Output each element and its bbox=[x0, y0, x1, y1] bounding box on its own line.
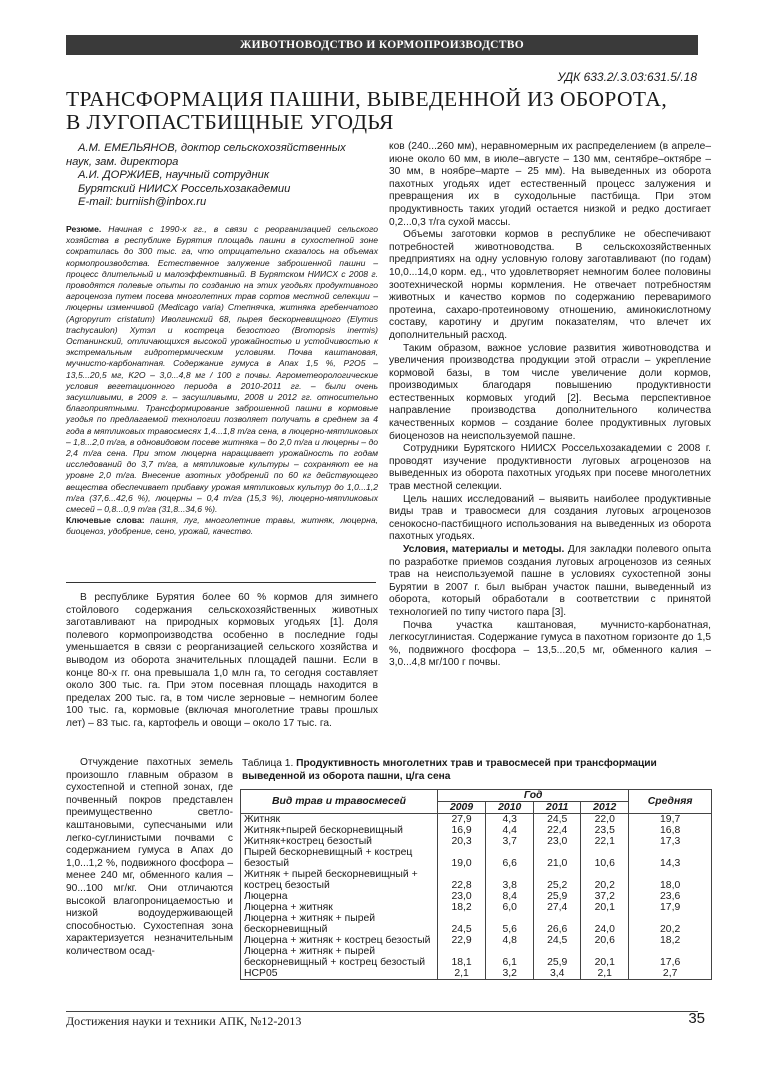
table-cell-species: Пырей бескорневищный + кострец безостый bbox=[241, 847, 438, 869]
methods-label: Условия, материалы и методы. bbox=[403, 544, 565, 555]
table-row bbox=[241, 935, 712, 946]
left-narrow-column bbox=[66, 757, 233, 959]
table-cell-value: 18,2 bbox=[629, 935, 712, 946]
table-cell-value: 23,0 bbox=[438, 891, 486, 902]
table-cell-value: 27,4 bbox=[534, 902, 581, 913]
table-cell-value: 3,2 bbox=[486, 968, 534, 980]
table-cell-value: 17,3 bbox=[629, 836, 712, 847]
table-cell-value: 3,7 bbox=[486, 836, 534, 847]
table-cell-value: 22,9 bbox=[438, 935, 486, 946]
table-cell-value: 22,0 bbox=[581, 814, 629, 826]
left-column bbox=[66, 592, 378, 731]
table-cell-species: Люцерна + житняк + пырей бескорневищный + кострец безостый bbox=[241, 946, 438, 968]
table-cell-value: 27,9 bbox=[438, 814, 486, 826]
table-cell-value: 17,6 bbox=[629, 946, 712, 968]
author-line: наук, зам. директора bbox=[66, 155, 179, 168]
col-header-year: Год bbox=[438, 790, 629, 802]
table-cell-value: 20,2 bbox=[581, 869, 629, 891]
section-banner: ЖИВОТНОВОДСТВО И КОРМОПРОИЗВОДСТВО bbox=[66, 35, 698, 55]
body-paragraph: Цель наших исследований – выявить наиболее продуктивные виды трав и травосмеси для создания луговых агроценозов сенокосно-пастбищного использования на выведенных из оборота пахотных угодьях. bbox=[389, 493, 711, 543]
body-paragraph: Объемы заготовки кормов в республике не обеспечивают потребностей животноводства. В сельскохозяйственных предприятиях на одну условную голову заготавливают (по годам) 10,0...14,0 корм. ед., что удовлетворяет немногим более половины зоотехнической нормы кормления. Не отвечает потребностям животных и качество кормов по содержанию переваримого протеина, сахаро-протеиновому отношению, аминокислотному составу, каротину и другим показателям, что влечет их дополнительный расход. bbox=[389, 229, 711, 341]
table-cell-value: 24,5 bbox=[534, 935, 581, 946]
table-cell-value: 20,1 bbox=[581, 902, 629, 913]
table-row bbox=[241, 946, 712, 968]
table-cell-value: 22,8 bbox=[438, 869, 486, 891]
authors-block bbox=[66, 142, 376, 210]
table-row bbox=[241, 825, 712, 836]
body-paragraph: Таким образом, важное условие развития животноводства и увеличения производства продукции этой отрасли – укрепление кормовой базы, в том числе увеличение доли кормов, производимых благодаря повышению продуктивности естественных кормовых угодий [2]. Весьма перспективное направление производства дополнительного количества качественных кормов – создание более продуктивных луговых биоценозов на неиспользуемой пашне. bbox=[389, 342, 711, 442]
body-paragraph: В республике Бурятия более 60 % кормов для зимнего стойлового содержания сельскохозяйственных животных заготавливают на природных кормовых угодьях [1]. Доля полевого кормопроизводства особенно в последние годы уменьшается в связи с реорганизацией сельского хозяйства и выводом из оборота значительных площадей пашни. Если в конце 80-х гг. она превышала 1,0 млн га, то сегодня составляет около 300 тыс. га. При этом посевная площадь находится в пределах 200 тыс. га, в том числе зерновые – немногим более 100 тыс. га, кормовые (включая многолетние травы прошлых лет) – 83 тыс. га, картофель и овощи – около 17 тыс. га. bbox=[66, 592, 378, 729]
table-cell-value: 22,4 bbox=[534, 825, 581, 836]
col-header-2010: 2010 bbox=[486, 802, 534, 814]
table-cell-value: 4,4 bbox=[486, 825, 534, 836]
table-cell-value: 20,6 bbox=[581, 935, 629, 946]
table-row bbox=[241, 814, 712, 826]
journal-footer: Достижения науки и техники АПК, №12-2013 bbox=[66, 1014, 302, 1028]
col-header-mean: Средняя bbox=[629, 790, 712, 814]
udk-code: УДК 633.2/.3.03:631.5/.18 bbox=[557, 70, 697, 84]
table-cell-value: 25,9 bbox=[534, 946, 581, 968]
page-number: 35 bbox=[688, 1010, 705, 1027]
author-line: E-mail: burniish@inbox.ru bbox=[78, 196, 207, 208]
table-cell-value: 21,0 bbox=[534, 847, 581, 869]
table-cell-value: 19,0 bbox=[438, 847, 486, 869]
col-header-species: Вид трав и травосмесей bbox=[241, 790, 438, 814]
table-row bbox=[241, 913, 712, 935]
table-cell-value: 10,6 bbox=[581, 847, 629, 869]
table-cell-species: Житняк+кострец безостый bbox=[241, 836, 438, 847]
table-cell-value: 3,4 bbox=[534, 968, 581, 980]
table-cell-value: 8,4 bbox=[486, 891, 534, 902]
body-paragraph: Отчуждение пахотных земель произошло главным образом в сухостепной и степной зонах, где почвенный покров представлен преимущественно светло-каштановыми, супесчаными или легко-суглинистыми почвами с содержанием гумуса в Апах до 1,0...1,2 %, подвижного фосфора – менее 240 мг, обменного калия – 90...100 мг/кг. Они отличаются высокой влагопроницаемостью и низкой водоудерживающей способностью. Сухостепная зона характеризуется незначительным количеством осад- bbox=[66, 757, 233, 957]
title-line-2: В ЛУГОПАСТБИЩНЫЕ УГОДЬЯ bbox=[66, 110, 394, 134]
author-line: Бурятский НИИСХ Россельхозакадемии bbox=[78, 182, 291, 195]
table-cell-value: 20,2 bbox=[629, 913, 712, 935]
table-cell-value: 25,2 bbox=[534, 869, 581, 891]
body-paragraph: ков (240...260 мм), неравномерным их распределением (в апреле–июне около 60 мм, в июле–августе – 130 мм, сентябре–октябре – 30 мм, в ноябре–марте – 25 мм). На выведенных из оборота пахотных угодьях идет естественный процесс залужения и превращения их в суходольные пастбища. При этом продуктивность таких угодий остается низкой и редко достигает 0,2...0,3 т/га сухой массы. bbox=[389, 141, 711, 228]
table-cell-value: 16,8 bbox=[629, 825, 712, 836]
keywords-text: пашня, луг, многолетние травы, житняк, люцерна, биоценоз, удобрение, сено, урожай, качество. bbox=[66, 515, 379, 537]
table-cell-species: Житняк bbox=[241, 814, 438, 826]
table-cell-value: 23,5 bbox=[581, 825, 629, 836]
table-cell-value: 4,8 bbox=[486, 935, 534, 946]
table-cell-value: 23,0 bbox=[534, 836, 581, 847]
table-row bbox=[241, 902, 712, 913]
table-caption-prefix: Таблица 1. bbox=[242, 758, 294, 769]
col-header-2012: 2012 bbox=[581, 802, 629, 814]
table-cell-value: 26,6 bbox=[534, 913, 581, 935]
table-row bbox=[241, 869, 712, 891]
table-cell-value: 25,9 bbox=[534, 891, 581, 902]
col-header-2009: 2009 bbox=[438, 802, 486, 814]
table-cell-value: 6,6 bbox=[486, 847, 534, 869]
table-cell-value: 3,8 bbox=[486, 869, 534, 891]
table-cell-value: 37,2 bbox=[581, 891, 629, 902]
body-paragraph: Для закладки полевого опыта по разработке приемов создания луговых агроценозов из сеяных трав на неиспользуемой пашне в условиях сухостепной зоны Бурятии в 2007 г. был выбран участок пашни, выведенный из оборота, который обработали в соответствии с принятой технологией по типу чистого пара [3]. bbox=[389, 544, 711, 618]
table-cell-value: 14,3 bbox=[629, 847, 712, 869]
table-caption bbox=[242, 758, 712, 783]
title-line-1: ТРАНСФОРМАЦИЯ ПАШНИ, ВЫВЕДЕННОЙ ИЗ ОБОРОТА, bbox=[66, 87, 668, 111]
table-cell-value: 18,0 bbox=[629, 869, 712, 891]
abstract-block bbox=[66, 224, 378, 538]
table-cell-value: 19,7 bbox=[629, 814, 712, 826]
keywords-label: Ключевые слова: bbox=[66, 515, 145, 526]
table-cell-species: Житняк + пырей бескорневищный + кострец безостый bbox=[241, 869, 438, 891]
col-header-2011: 2011 bbox=[534, 802, 581, 814]
data-table bbox=[240, 789, 712, 980]
table-cell-value: 4,3 bbox=[486, 814, 534, 826]
table-cell-species: Люцерна + житняк + кострец безостый bbox=[241, 935, 438, 946]
table-cell-value: 22,1 bbox=[581, 836, 629, 847]
article-title bbox=[66, 88, 706, 134]
author-line: А.И. ДОРЖИЕВ, научный сотрудник bbox=[78, 169, 270, 181]
table-cell-value: 6,0 bbox=[486, 902, 534, 913]
table-cell-value: 18,2 bbox=[438, 902, 486, 913]
table-cell-value: 5,6 bbox=[486, 913, 534, 935]
table-cell-value: 24,5 bbox=[534, 814, 581, 826]
table-cell-value: 20,1 bbox=[581, 946, 629, 968]
table-cell-value: 2,1 bbox=[581, 968, 629, 980]
table-cell-value: 6,1 bbox=[486, 946, 534, 968]
abstract-text: Начиная с 1990-х гг., в связи с реорганизацией сельского хозяйства в республике Бурятия площадь пашни в сухостепной зоне сократилась до 300 тыс. га, что отрицательно сказалось на объемах кормопроизводства. Естественное залужение заброшенной пашни – процесс длительный и малоэффективный. В Бурятском НИИСХ с 2008 г. проводятся полевые опыты по созданию на этих угодьях продуктивного агроценоза путем посева многолетних трав сортов местной селекции – люцерны изменчивой (Medicago varia) Степнячка, житняка гребенчатого (Agropyrum cristatum) Иволгинский 68, пырея бескорневищного (Elymus trachycaulon) Хутэл и кострeца безостого (Bromopsis inermis) Останинский, отличающихся высокой урожайностью и устойчивостью к экстремальным гидротермическим условиям. Почва каштановая, мучнисто-карбонатная. Содержание гумуса в Aпах 1,5 %, P2O5 – 13,5...20,5 мг, K2O – 3,0...4,8 мг / 100 г почвы. Агрометеорологические условия вегетационного периода в 2010-2011 гг. – были очень засушливыми, в 2009 г. – засушливыми, 2008 и 2012 гг. относительно благоприятными. Трансформирование заброшенной пашни в кормовые угодья по предлагаемой технологии позволяет получать в среднем за 4 года в мятликовых травосмесях 1,4...1,8 т/га сена, в люцерно-мятликовых – 1,8...2,0 т/га, в одновидовом посеве житняка – до 2,0 т/га и люцерны – до 2,4 т/га сена. При этом люцерна наращивает урожайность по годам исследований до 3,7 т/га, а мятликовые культуры – сохраняют ее на уровне 2,0 т/га. Внесение азотных удобрений по 60 кг действующего вещества обеспечивает прибавку урожая мятликовых культур до 1,0...1,2 т/га (37,6...42,6 %), люцерны – 0,4 т/га (15,3 %), люцерно-мятликовых смесей – 0,8...0,9 т/га (31,8...34,6 %). bbox=[66, 224, 378, 515]
table-cell-value: 2,1 bbox=[438, 968, 486, 980]
body-paragraph: Сотрудники Бурятского НИИСХ Россельхозакадемии с 2008 г. проводят изучение продуктивности луговых агроценозов на выведенных из оборота пахотных угодьях при посеве многолетних трав местной селекции. bbox=[389, 443, 711, 493]
table-cell-species: Люцерна + житняк + пырей бескорневищный bbox=[241, 913, 438, 935]
table-row bbox=[241, 836, 712, 847]
table-cell-value: 24,0 bbox=[581, 913, 629, 935]
table-row bbox=[241, 968, 712, 980]
table-cell-value: 16,9 bbox=[438, 825, 486, 836]
table-cell-species: Люцерна bbox=[241, 891, 438, 902]
table-body bbox=[241, 814, 712, 980]
table-caption-text: Продуктивность многолетних трав и травосмесей при трансформации выведенной из оборота пашни, ц/га сена bbox=[242, 758, 657, 782]
table-row bbox=[241, 847, 712, 869]
table-cell-value: 17,9 bbox=[629, 902, 712, 913]
author-line: А.М. ЕМЕЛЬЯНОВ, доктор сельскохозяйственных bbox=[78, 142, 346, 154]
table-cell-species: НСР05 bbox=[241, 968, 438, 980]
table-cell-value: 18,1 bbox=[438, 946, 486, 968]
abstract-label: Резюме. bbox=[66, 224, 102, 234]
body-paragraph: Почва участка каштановая, мучнисто-карбонатная, легкосуглинистая. Содержание гумуса в пахотном горизонте до 1,5 %, подвижного фосфора – 13,5...20,5 мг, обменного калия – 3,0...4,8 мг/100 г почвы. bbox=[389, 619, 711, 669]
table-cell-species: Люцерна + житняк bbox=[241, 902, 438, 913]
table-cell-value: 20,3 bbox=[438, 836, 486, 847]
abstract-divider bbox=[66, 582, 376, 583]
table-cell-species: Житняк+пырей бескорневищный bbox=[241, 825, 438, 836]
table-cell-value: 23,6 bbox=[629, 891, 712, 902]
table-row bbox=[241, 891, 712, 902]
table-cell-value: 2,7 bbox=[629, 968, 712, 980]
footer-divider bbox=[66, 1011, 698, 1012]
right-column bbox=[389, 141, 711, 670]
table-cell-value: 24,5 bbox=[438, 913, 486, 935]
